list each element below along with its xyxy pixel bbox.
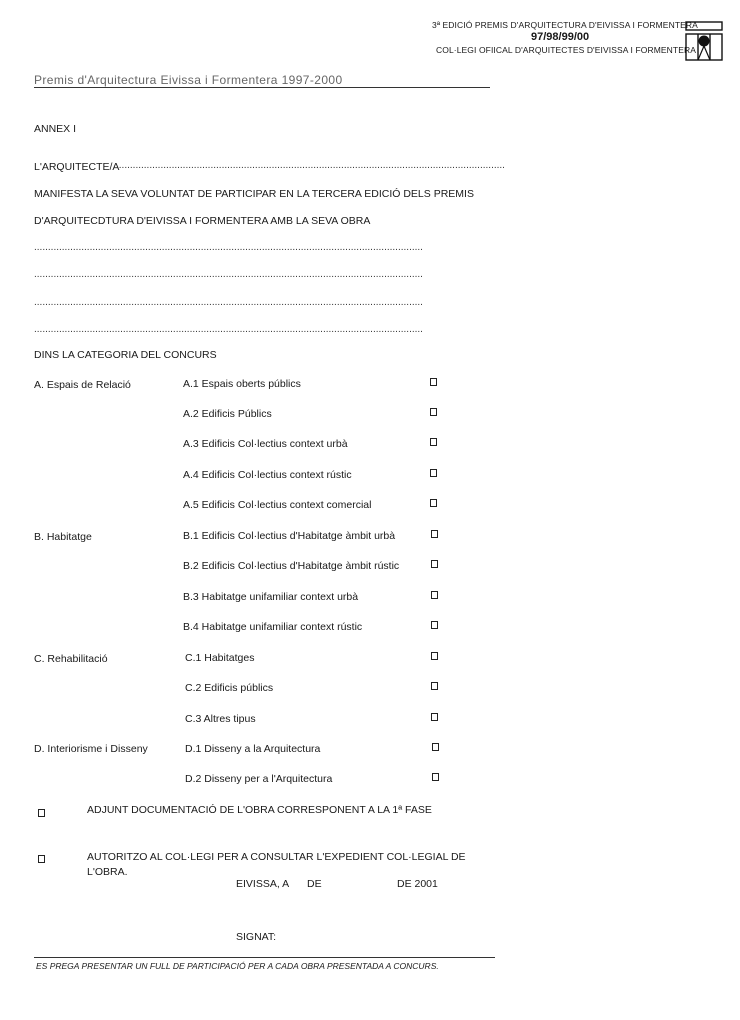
signature-label: SIGNAT: [236,931,277,943]
document-subtitle: Premis d'Arquitectura Eivissa i Formentera 1997-2000 [34,73,343,87]
checkbox-b4[interactable] [431,621,438,629]
category-b2: B.2 Edificis Col·lectius d'Habitatge àmbit rústic [183,560,400,572]
checkbox-authorize[interactable] [38,855,45,863]
category-b1: B.1 Edificis Col·lectius d'Habitatge àmbit urbà [183,530,396,542]
work-dotted-line-2: ............................................................................................................................................ [34,269,423,280]
checkbox-a2[interactable] [430,408,437,416]
category-c1: C.1 Habitatges [185,652,255,664]
work-dotted-line-3: ............................................................................................................................................ [34,297,423,308]
category-d2: D.2 Disseny per a l'Arquitectura [185,773,333,785]
checkbox-a5[interactable] [430,499,437,507]
category-a5: A.5 Edificis Col·lectius context comercial [183,499,372,511]
checkbox-c3[interactable] [431,713,438,721]
date-month-label: DE [307,878,322,890]
manifest-line-1: MANIFESTA LA SEVA VOLUNTAT DE PARTICIPAR EN LA TERCERA EDICIÓ DELS PREMIS [34,188,474,200]
checkbox-c2[interactable] [431,682,438,690]
category-heading: DINS LA CATEGORIA DEL CONCURS [34,349,217,361]
work-dotted-line-4: ............................................................................................................................................ [34,324,423,335]
checkbox-a3[interactable] [430,438,437,446]
category-b4: B.4 Habitatge unifamiliar context rústic [183,621,363,633]
header-college: COL·LEGI OFIICAL D'ARQUITECTES D'EIVISSA I FORMENTERA [436,45,696,55]
header-edition: 3ª EDICIÓ PREMIS D'ARQUITECTURA D'EIVISSA I FORMENTERA [432,20,698,30]
checkbox-d1[interactable] [432,743,439,751]
checkbox-c1[interactable] [431,652,438,660]
category-c2: C.2 Edificis públics [185,682,274,694]
annex-heading: ANNEX I [34,123,77,135]
authorize-line-1: AUTORITZO AL COL·LEGI PER A CONSULTAR L'EXPEDIENT COL·LEGIAL DE [87,851,466,863]
architect-label: L'ARQUITECTE/A [34,161,120,173]
manifest-line-2: D'ARQUITECDTURA D'EIVISSA I FORMENTERA AMB LA SEVA OBRA [34,215,371,227]
signature-rule [34,957,495,958]
date-year-label: DE 2001 [397,878,438,890]
checkbox-b3[interactable] [431,591,438,599]
checkbox-b2[interactable] [431,560,438,568]
category-a2: A.2 Edificis Públics [183,408,272,420]
place-label: EIVISSA, A [236,878,290,890]
header-years: 97/98/99/00 [531,31,590,43]
group-b-label: B. Habitatge [34,531,92,543]
checkbox-a4[interactable] [430,469,437,477]
attach-documentation-label: ADJUNT DOCUMENTACIÓ DE L'OBRA CORRESPONENT A LA 1ª FASE [87,804,432,816]
category-d1: D.1 Disseny a la Arquitectura [185,743,321,755]
architect-dotted-line: ............................................................................................................................................ [116,160,505,171]
checkbox-d2[interactable] [432,773,439,781]
category-c3: C.3 Altres tipus [185,713,256,725]
group-a-label: A. Espais de Relació [34,379,131,391]
category-a3: A.3 Edificis Col·lectius context urbà [183,438,348,450]
checkbox-b1[interactable] [431,530,438,538]
category-b3: B.3 Habitatge unifamiliar context urbà [183,591,359,603]
footer-note: ES PREGA PRESENTAR UN FULL DE PARTICIPACIÓ PER A CADA OBRA PRESENTADA A CONCURS. [36,961,439,971]
checkbox-a1[interactable] [430,378,437,386]
work-dotted-line-1: ............................................................................................................................................ [34,242,423,253]
category-a1: A.1 Espais oberts públics [183,378,301,390]
college-logo-icon [685,21,723,61]
group-c-label: C. Rehabilitació [34,653,108,665]
authorize-line-2: L'OBRA. [87,866,128,878]
checkbox-attach-documentation[interactable] [38,809,45,817]
group-d-label: D. Interiorisme i Disseny [34,743,148,755]
subtitle-rule [34,87,490,88]
category-a4: A.4 Edificis Col·lectius context rústic [183,469,352,481]
